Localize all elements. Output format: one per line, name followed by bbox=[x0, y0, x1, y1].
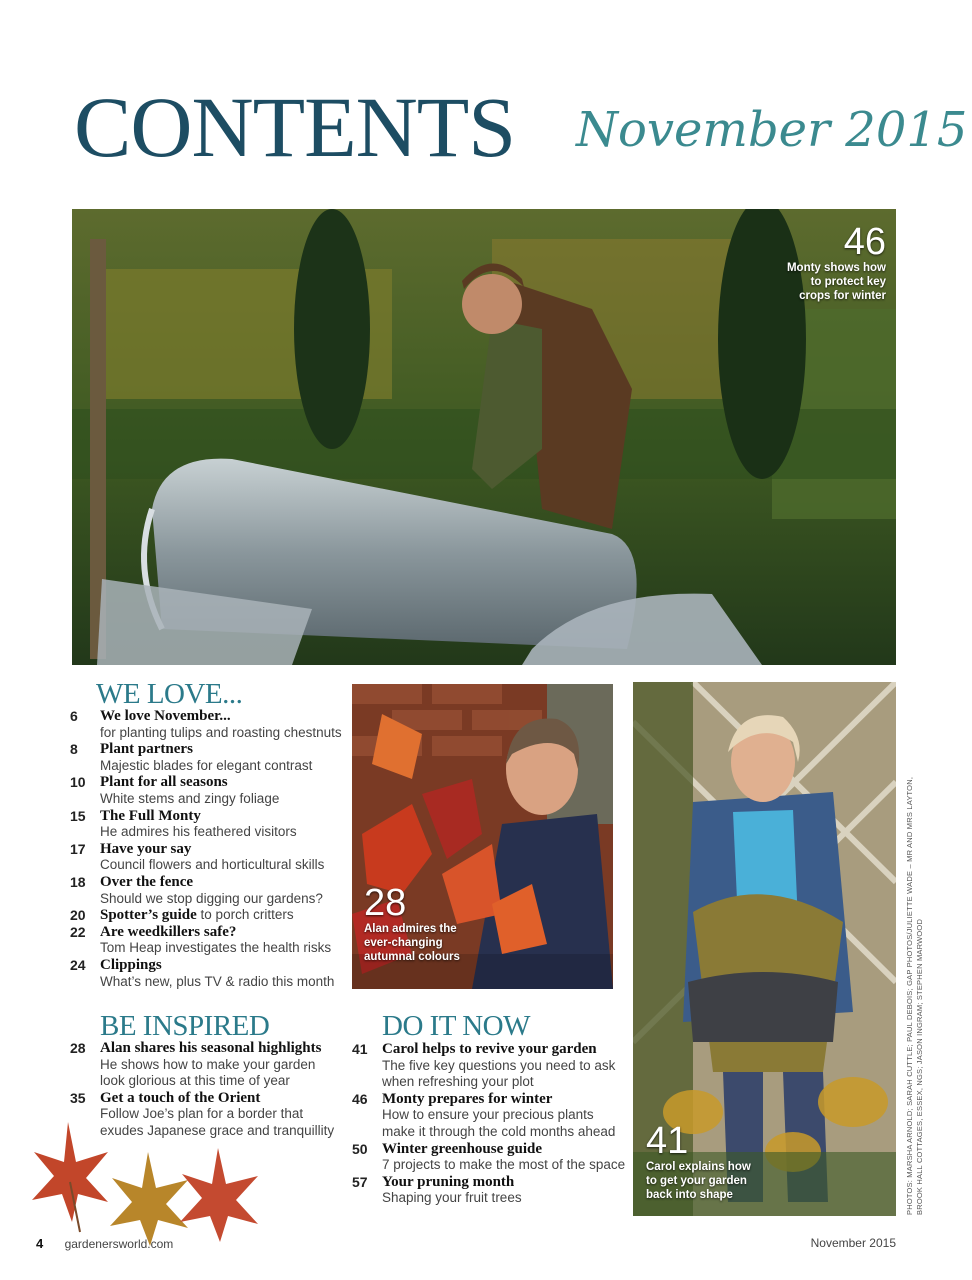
hero-caption-line: to protect key bbox=[810, 276, 886, 288]
page-number: 15 bbox=[70, 807, 86, 824]
maple-leaves-decoration bbox=[28, 1112, 272, 1252]
item-desc: Majestic blades for elegant contrast bbox=[100, 757, 313, 773]
item-desc: 7 projects to make the most of the space bbox=[382, 1157, 626, 1173]
hero-caption-line: Monty shows how bbox=[786, 262, 886, 274]
section-heading-we-love: WE LOVE... bbox=[96, 678, 243, 710]
item-title: Winter greenhouse guide bbox=[382, 1140, 543, 1157]
page-number: 50 bbox=[352, 1140, 368, 1157]
item-desc: exudes Japanese grace and tranquillity bbox=[100, 1122, 335, 1138]
page-number: 8 bbox=[70, 741, 78, 758]
item-title: Monty prepares for winter bbox=[382, 1090, 553, 1107]
list-item[interactable] bbox=[70, 841, 350, 874]
footer-left bbox=[36, 1236, 173, 1251]
do-it-now-list bbox=[352, 1041, 628, 1207]
item-desc: What’s new, plus TV & radio this month bbox=[100, 973, 335, 989]
page-number: 28 bbox=[70, 1040, 86, 1056]
item-desc: Follow Joe’s plan for a border that bbox=[100, 1106, 304, 1122]
item-desc: He shows how to make your garden bbox=[100, 1056, 316, 1072]
list-item[interactable] bbox=[352, 1174, 628, 1207]
page-title: CONTENTS bbox=[74, 79, 516, 175]
item-desc: Shaping your fruit trees bbox=[382, 1190, 522, 1206]
item-desc: He admires his feathered visitors bbox=[100, 824, 297, 840]
list-item[interactable] bbox=[352, 1091, 628, 1141]
item-title: Over the fence bbox=[100, 873, 194, 890]
footer-site[interactable]: gardenersworld.com bbox=[64, 1237, 174, 1251]
item-desc: Should we stop digging our gardens? bbox=[100, 890, 323, 906]
list-item[interactable] bbox=[70, 774, 350, 807]
list-item[interactable] bbox=[70, 874, 350, 907]
item-desc: How to ensure your precious plants bbox=[382, 1107, 594, 1123]
list-item[interactable] bbox=[70, 957, 350, 990]
list-item[interactable] bbox=[70, 907, 350, 924]
page-number: 41 bbox=[352, 1041, 368, 1057]
item-desc: make it through the cold months ahead bbox=[382, 1123, 616, 1139]
section-heading-do-it-now: DO IT NOW bbox=[382, 1010, 530, 1042]
carol-page-number: 41 bbox=[646, 1120, 689, 1162]
photo-carol bbox=[633, 682, 896, 1216]
alan-caption-line: autumnal colours bbox=[364, 951, 460, 963]
page-number: 57 bbox=[352, 1173, 368, 1190]
hero-page-number: 46 bbox=[843, 221, 886, 263]
item-desc: to porch critters bbox=[196, 907, 294, 923]
photo-alan bbox=[352, 684, 613, 989]
item-title: Plant partners bbox=[100, 741, 193, 758]
item-desc: for planting tulips and roasting chestnuts bbox=[100, 724, 342, 740]
page-number: 17 bbox=[70, 840, 86, 857]
item-title: Plant for all seasons bbox=[100, 774, 228, 791]
page-number: 20 bbox=[70, 907, 86, 924]
page-number: 24 bbox=[70, 956, 86, 973]
item-desc: when refreshing your plot bbox=[382, 1074, 534, 1090]
item-title: Spotter’s guide bbox=[100, 907, 197, 924]
list-item[interactable] bbox=[70, 741, 350, 774]
item-desc: White stems and zingy foliage bbox=[100, 790, 280, 806]
carol-caption bbox=[646, 1122, 751, 1202]
item-title: Your pruning month bbox=[382, 1173, 515, 1190]
alan-page-number: 28 bbox=[364, 882, 407, 924]
item-desc: look glorious at this time of year bbox=[100, 1073, 290, 1089]
item-desc: The five key questions you need to ask bbox=[382, 1057, 616, 1073]
we-love-list bbox=[70, 708, 350, 990]
item-desc: Council flowers and horticultural skills bbox=[100, 857, 325, 873]
section-heading-be-inspired: BE INSPIRED bbox=[100, 1010, 270, 1042]
item-title: Have your say bbox=[100, 840, 192, 857]
footer-page-number: 4 bbox=[36, 1236, 44, 1251]
item-title: Alan shares his seasonal highlights bbox=[100, 1040, 322, 1056]
page-number: 10 bbox=[70, 774, 86, 791]
issue-date: November 2015 bbox=[576, 102, 968, 158]
item-title: We love November... bbox=[100, 708, 231, 724]
carol-caption-line: to get your garden bbox=[646, 1175, 747, 1187]
page-number: 35 bbox=[70, 1089, 86, 1106]
page-number: 6 bbox=[70, 708, 78, 724]
hero-caption bbox=[787, 223, 886, 303]
list-item[interactable] bbox=[70, 924, 350, 957]
item-title: Get a touch of the Orient bbox=[100, 1089, 261, 1106]
hero-photo-monty bbox=[72, 209, 896, 665]
list-item[interactable] bbox=[352, 1041, 628, 1091]
list-item[interactable] bbox=[70, 708, 350, 741]
photo-credits bbox=[905, 777, 924, 1215]
list-item[interactable] bbox=[70, 808, 350, 841]
hero-caption-line: crops for winter bbox=[799, 290, 886, 302]
list-item[interactable] bbox=[70, 1040, 350, 1090]
list-item[interactable] bbox=[352, 1141, 628, 1174]
item-title: Carol helps to revive your garden bbox=[382, 1041, 597, 1057]
item-desc: Tom Heap investigates the health risks bbox=[100, 940, 332, 956]
alan-caption bbox=[364, 884, 460, 964]
page-number: 46 bbox=[352, 1090, 368, 1107]
page-number: 22 bbox=[70, 923, 86, 940]
alan-caption-line: ever-changing bbox=[364, 937, 443, 949]
footer-date: November 2015 bbox=[810, 1236, 896, 1250]
carol-caption-line: Carol explains how bbox=[646, 1161, 751, 1173]
item-title: Are weedkillers safe? bbox=[100, 923, 237, 940]
item-title: Clippings bbox=[100, 956, 162, 973]
credit-line: PHOTOS: MARSHA ARNOLD; SARAH CUTTLE; PAUL DEBOIS; GAP PHOTOS/JULIETTE WADE – MR AND MRS LAYTON, bbox=[905, 776, 914, 1215]
item-title: The Full Monty bbox=[100, 807, 201, 824]
alan-caption-line: Alan admires the bbox=[364, 923, 457, 935]
credit-line: BROOK HALL COTTAGES, ESSEX, NGS; JASON INGRAM; STEPHEN MARWOOD bbox=[914, 918, 924, 1215]
carol-caption-line: back into shape bbox=[646, 1189, 733, 1201]
page-number: 18 bbox=[70, 873, 86, 890]
